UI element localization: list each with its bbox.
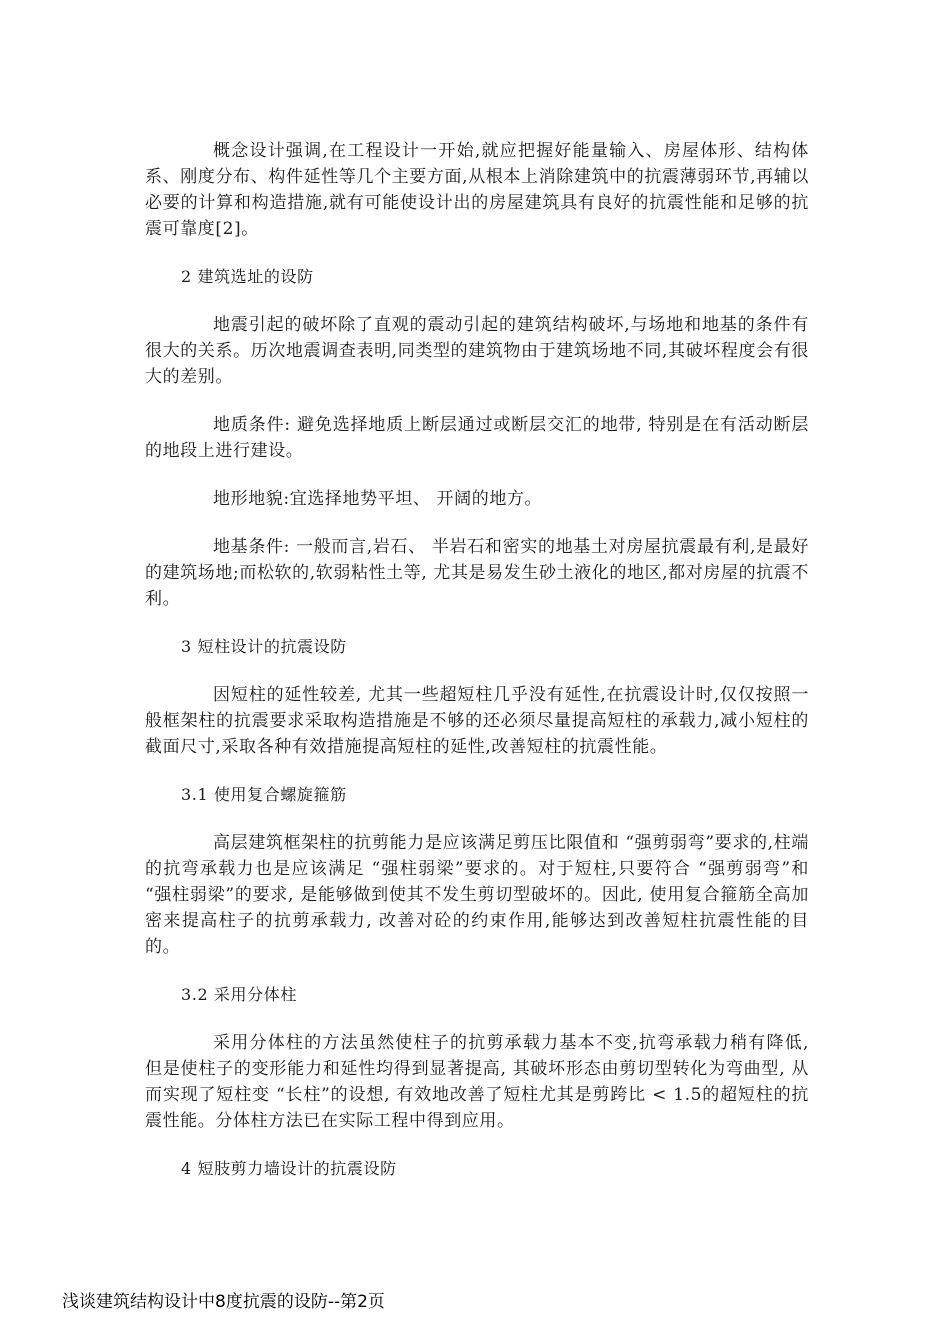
section-heading: 3.1 使用复合螺旋箍筋 <box>181 785 347 804</box>
section-heading: 2 建筑选址的设防 <box>181 267 314 286</box>
paragraph: 因短柱的延性较差, 尤其一些超短柱几乎没有延性,在抗震设计时,仅仅按照一般框架柱的抗震要求采取构造措施是不够的还必须尽量提高短柱的承载力,减小短柱的截面尺寸,采取各种有效措施提高短柱的延性,改善短柱的抗震性能。 <box>145 685 809 757</box>
paragraph: 高层建筑框架柱的抗剪能力是应该满足剪压比限值和 “强剪弱弯”要求的,柱端的抗弯承载力也是应该满足 “强柱弱梁”要求的。对于短柱,只要符合 “强剪弱弯”和 “强柱弱梁”的要求, 是能够做到使其不发生剪切型破坏的。因此, 使用复合箍筋全高加密来提高柱子的抗剪承载力, 改善对砼的约束作用,能够达到改善短柱抗震性能的目的。 <box>145 833 809 957</box>
section-heading: 3 短柱设计的抗震设防 <box>181 637 347 656</box>
paragraph: 地质条件: 避免选择地质上断层通过或断层交汇的地带, 特别是在有活动断层的地段上进行建设。 <box>145 415 809 461</box>
section-heading: 4 短肢剪力墙设计的抗震设防 <box>181 1159 397 1178</box>
document-body <box>145 138 809 1204</box>
section-heading: 3.2 采用分体柱 <box>181 985 297 1004</box>
paragraph: 地震引起的破坏除了直观的震动引起的建筑结构破坏,与场地和地基的条件有很大的关系。历次地震调查表明,同类型的建筑物由于建筑场地不同,其破坏程度会有很大的差别。 <box>145 315 809 387</box>
paragraph: 地基条件: 一般而言,岩石、 半岩石和密实的地基土对房屋抗震最有利,是最好的建筑场地;而松软的,软弱粘性土等, 尤其是易发生砂土液化的地区,都对房屋的抗震不利。 <box>145 537 809 609</box>
page-footer: 浅谈建筑结构设计中8度抗震的设防--第2页 <box>62 1292 385 1312</box>
paragraph: 地形地貌:宜选择地势平坦、 开阔的地方。 <box>213 489 543 509</box>
paragraph: 采用分体柱的方法虽然使柱子的抗剪承载力基本不变,抗弯承载力稍有降低, 但是使柱子的变形能力和延性均得到显著提高, 其破坏形态由剪切型转化为弯曲型, 从而实现了短柱变 “长柱”的设想, 有效地改善了短柱尤其是剪跨比 < 1.5的超短柱的抗震性能。分体柱方法已在实际工程中得到应用。 <box>145 1033 809 1131</box>
paragraph: 概念设计强调,在工程设计一开始,就应把握好能量输入、房屋体形、结构体系、刚度分布、构件延性等几个主要方面,从根本上消除建筑中的抗震薄弱环节,再辅以必要的计算和构造措施,就有可能使设计出的房屋建筑具有良好的抗震性能和足够的抗震可靠度[2]。 <box>145 141 809 239</box>
